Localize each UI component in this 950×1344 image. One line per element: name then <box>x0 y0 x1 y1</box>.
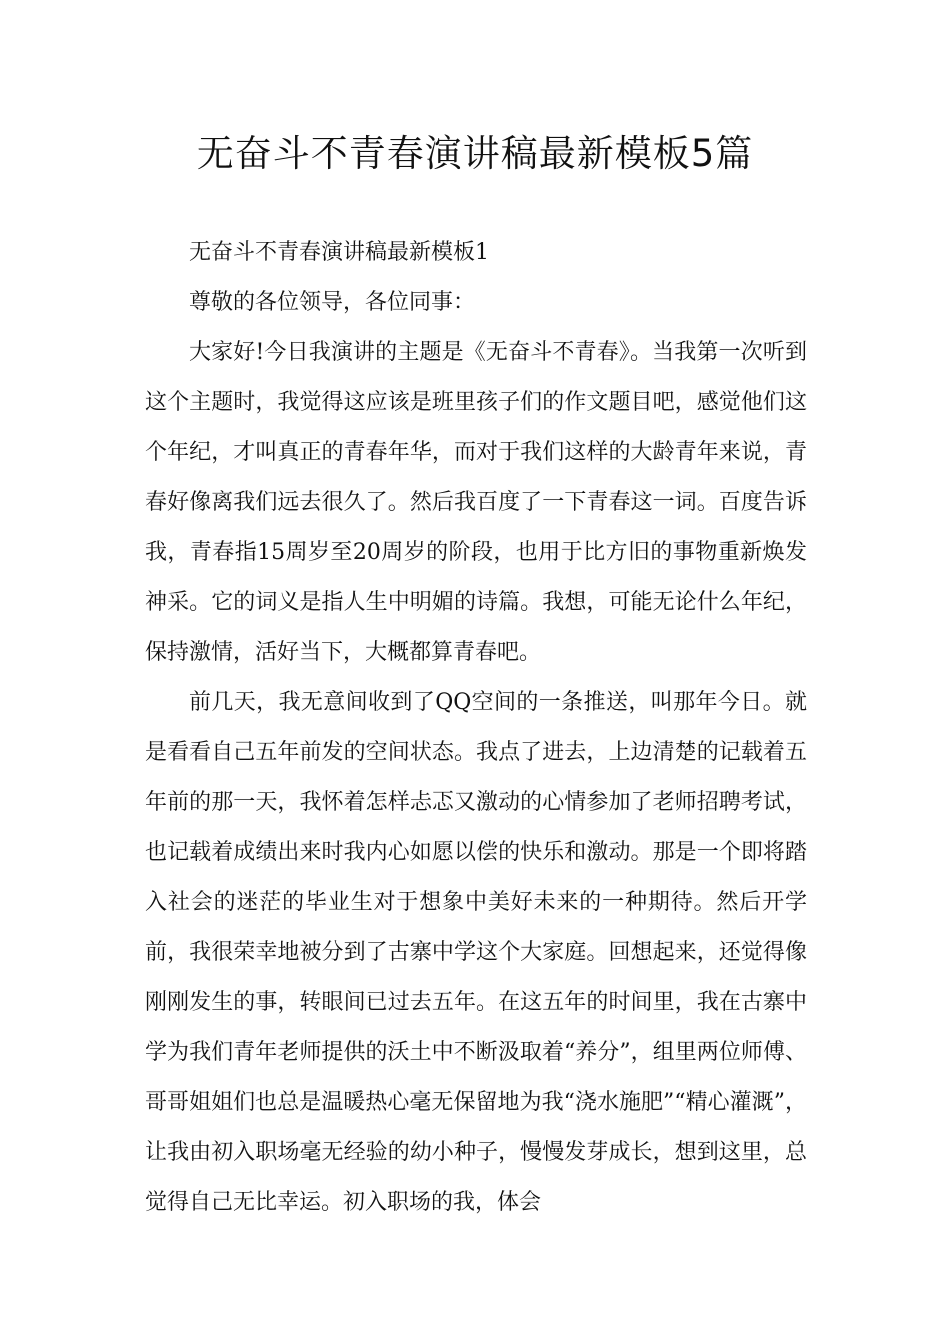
body-paragraph: 前几天，我无意间收到了QQ空间的一条推送，叫那年今日。就是看看自己五年前发的空间状态。我点了进去，上边清楚的记载着五年前的那一天，我怀着怎样忐忑又激动的心情参加了老师招聘考试，也记载着成绩出来时我内心如愿以偿的快乐和激动。那是一个即将踏入社会的迷茫的毕业生对于想象中美好未来的一种期待。然后开学前，我很荣幸地被分到了古寨中学这个大家庭。回想起来，还觉得像刚刚发生的事，转眼间已过去五年。在这五年的时间里，我在古寨中学为我们青年老师提供的沃土中不断汲取着“养分”，组里两位师傅、哥哥姐姐们也总是温暖热心毫无保留地为我“浇水施肥”“精心灌溉”，让我由初入职场毫无经验的幼小种子，慢慢发芽成长，想到这里，总觉得自己无比幸运。初入职场的我，体会 <box>145 690 807 1215</box>
document-title: 无奋斗不青春演讲稿最新模板5篇 <box>196 132 754 175</box>
document-body <box>145 228 807 1228</box>
salutation-paragraph: 尊敬的各位领导，各位同事： <box>189 290 476 315</box>
body-paragraph: 大家好!今日我演讲的主题是《无奋斗不青春》。当我第一次听到这个主题时，我觉得这应该是班里孩子们的作文题目吧，感觉他们这个年纪，才叫真正的青春年华，而对于我们这样的大龄青年来说，青春好像离我们远去很久了。然后我百度了一下青春这一词。百度告诉我，青春指15周岁至20周岁的阶段，也用于比方旧的事物重新焕发神采。它的词义是指人生中明媚的诗篇。我想，可能无论什么年纪，保持激情，活好当下，大概都算青春吧。 <box>145 340 807 665</box>
subtitle-paragraph: 无奋斗不青春演讲稿最新模板1 <box>189 240 489 265</box>
